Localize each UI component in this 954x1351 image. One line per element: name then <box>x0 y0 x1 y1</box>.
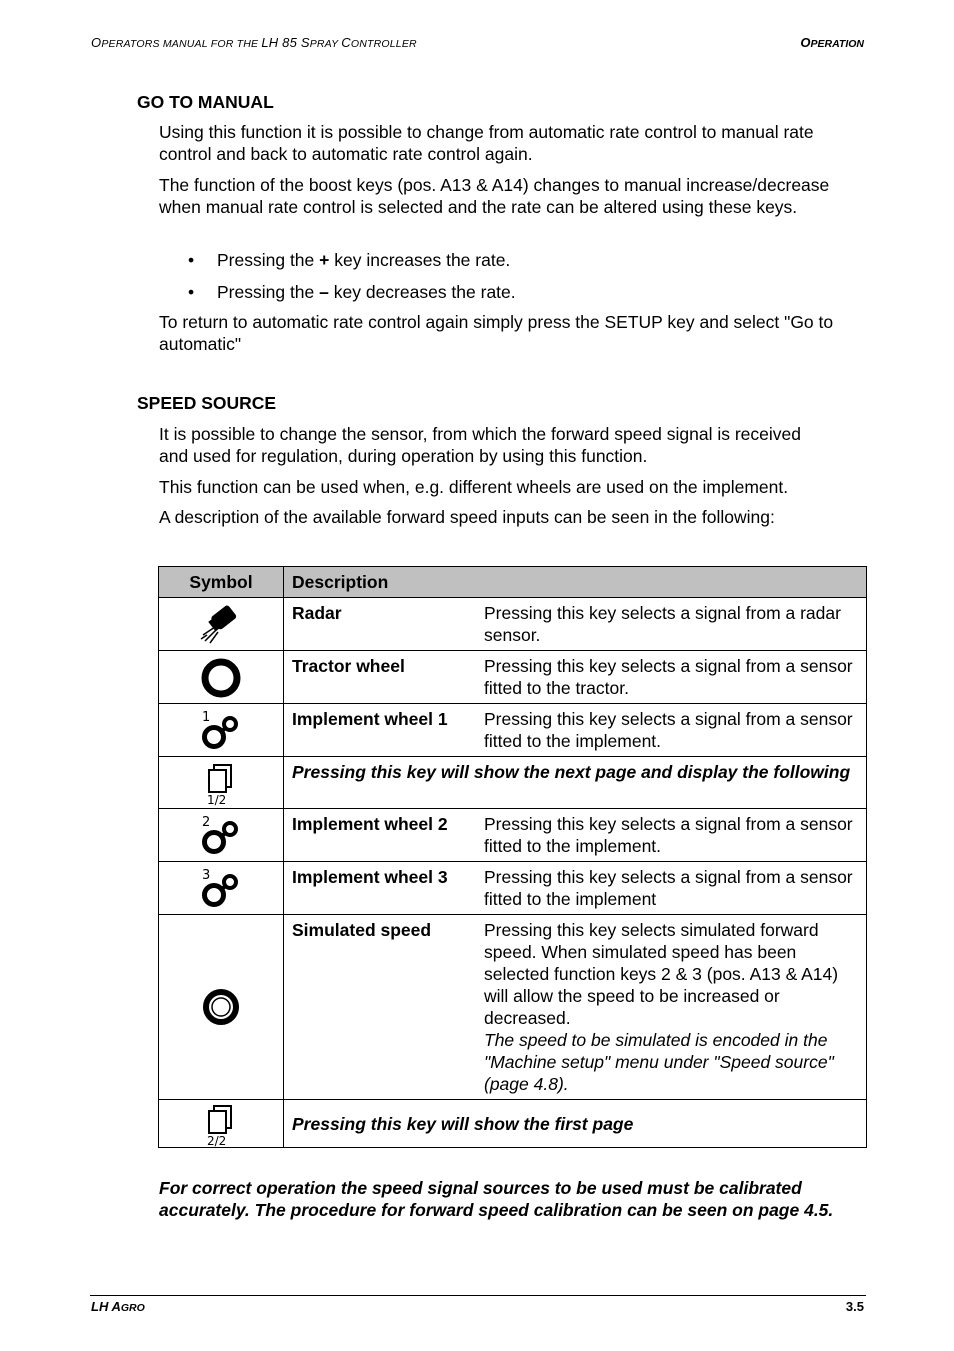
source-name: Radar <box>292 603 342 623</box>
symbol-cell <box>159 598 284 651</box>
section-title-speed-source: SPEED SOURCE <box>137 393 277 413</box>
plus-key-label: + <box>319 250 330 270</box>
source-description: Pressing this key selects a signal from a sensor fitted to the implement. <box>484 709 853 751</box>
list-item <box>188 249 510 271</box>
footer-rule <box>90 1295 866 1296</box>
table-header-row <box>159 567 867 598</box>
source-name: Implement wheel 2 <box>292 814 448 834</box>
table-row <box>159 1100 867 1148</box>
table-row <box>159 598 867 651</box>
header-text: PERATORS MANUAL FOR THE <box>101 38 262 50</box>
description-cell: Pressing this key will show the next page and display the following <box>284 757 867 809</box>
paragraph: A description of the available forward speed inputs can be seen in the following: <box>159 507 775 527</box>
page-1-of-2-icon <box>201 760 241 806</box>
implement-wheel-3-icon <box>197 864 245 912</box>
radar-icon <box>197 601 245 647</box>
paragraph: The function of the boost keys (pos. A13 & A14) changes to manual increase/decrease when manual rate control is selected and the rate can be altered using these keys. <box>159 175 830 217</box>
table-row <box>159 757 867 809</box>
table-row <box>159 862 867 915</box>
table-row <box>159 915 867 1100</box>
symbol-cell <box>159 809 284 862</box>
page-number-label: 2/2 <box>207 1133 227 1147</box>
footer-text: GRO <box>120 1302 145 1314</box>
bullet-marker: • <box>188 250 195 270</box>
source-name: Implement wheel 3 <box>292 867 448 887</box>
page-number: 3.5 <box>845 1299 864 1314</box>
speed-source-table <box>158 566 867 1148</box>
implement-wheel-1-icon <box>197 706 245 754</box>
description-cell <box>284 598 867 651</box>
header-text: ONTROLLER <box>350 38 417 50</box>
footer-left <box>91 1299 145 1314</box>
header-text: O <box>91 35 102 50</box>
source-description: Pressing this key selects a signal from a sensor fitted to the tractor. <box>484 656 853 698</box>
header-text: PRAY <box>309 38 342 50</box>
list-text: key decreases the rate. <box>328 282 516 302</box>
source-description <box>476 915 866 1099</box>
symbol-cell <box>159 915 284 1100</box>
column-header-description: Description <box>284 567 867 598</box>
header-text: PERATION <box>810 38 864 50</box>
source-name: Simulated speed <box>292 920 432 940</box>
source-description: Pressing this key selects a signal from a radar sensor. <box>484 603 841 645</box>
source-description-text: Pressing this key selects simulated forward speed. When simulated speed has been selected function keys 2 & 3 (pos. A13 & A14) will allow the speed to be increased or decreased. <box>484 920 839 1028</box>
source-description: Pressing this key selects a signal from a sensor fitted to the implement <box>484 867 853 909</box>
table-row <box>159 651 867 704</box>
tractor-wheel-icon <box>198 654 244 700</box>
source-name: Implement wheel 1 <box>292 709 448 729</box>
running-header-right <box>800 35 864 50</box>
simulated-speed-icon <box>200 986 242 1028</box>
symbol-cell <box>159 704 284 757</box>
wheel-number-label: 1 <box>202 710 211 725</box>
list-text: Pressing the <box>217 250 320 270</box>
column-header-symbol: Symbol <box>159 567 284 598</box>
header-text: O <box>800 35 811 50</box>
list-text: Pressing the <box>217 282 320 302</box>
wheel-number-label: 2 <box>202 815 211 830</box>
wheel-number-label: 3 <box>202 868 211 883</box>
description-cell: Pressing this key will show the first page <box>284 1100 867 1148</box>
source-description: Pressing this key selects a signal from a sensor fitted to the implement. <box>484 814 853 856</box>
page-2-of-2-icon <box>201 1101 241 1147</box>
description-cell <box>284 809 867 862</box>
source-name: Tractor wheel <box>292 656 405 676</box>
symbol-cell <box>159 1100 284 1148</box>
description-cell <box>284 915 867 1100</box>
description-cell <box>284 862 867 915</box>
table-row <box>159 809 867 862</box>
bullet-marker: • <box>188 282 195 302</box>
section-title-go-to-manual: GO TO MANUAL <box>137 92 274 112</box>
symbol-cell <box>159 757 284 809</box>
paragraph: It is possible to change the sensor, from which the forward speed signal is received and used for regulation, during operation by using this function. <box>159 424 802 466</box>
list-text: key increases the rate. <box>329 250 511 270</box>
description-cell <box>284 704 867 757</box>
header-text: LH 85 S <box>261 35 310 50</box>
page-number-label: 1/2 <box>207 792 227 806</box>
implement-wheel-2-icon <box>197 811 245 859</box>
list-item <box>188 281 516 303</box>
table-row <box>159 704 867 757</box>
symbol-cell <box>159 651 284 704</box>
minus-key-label: – <box>319 282 329 302</box>
symbol-cell <box>159 862 284 915</box>
footer-text: LH A <box>91 1299 121 1314</box>
running-header-left <box>91 35 417 50</box>
paragraph: This function can be used when, e.g. different wheels are used on the implement. <box>159 477 789 497</box>
calibration-note: For correct operation the speed signal sources to be used must be calibrated accurately. The procedure for forward speed calibration can be seen on page 4.5. <box>159 1178 834 1220</box>
paragraph: Using this function it is possible to change from automatic rate control to manual rate control and back to automatic rate control again. <box>159 122 814 164</box>
header-text: C <box>341 35 351 50</box>
source-description-note: The speed to be simulated is encoded in the "Machine setup" menu under "Speed source" (page 4.8). <box>484 1030 834 1094</box>
description-cell <box>284 651 867 704</box>
paragraph: To return to automatic rate control again simply press the SETUP key and select "Go to automatic" <box>159 312 834 354</box>
